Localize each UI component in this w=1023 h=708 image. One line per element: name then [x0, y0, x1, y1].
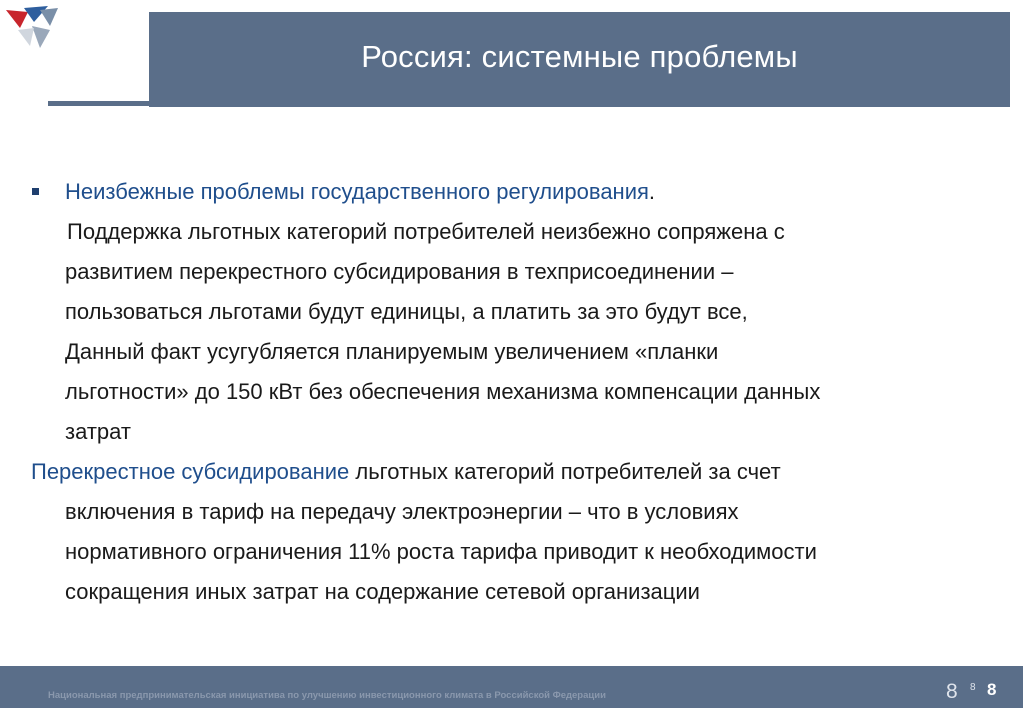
paragraph-line: сокращения иных затрат на содержание сетевой организации [65, 579, 700, 604]
footer-bar [0, 666, 1023, 708]
page-title: Россия: системные проблемы [361, 39, 798, 74]
body-line: Поддержка льготных категорий потребителей неизбежно сопряжена с [67, 219, 785, 244]
page-number-bold: 8 [987, 680, 997, 699]
body-line: Данный факт усугубляется планируемым увеличением «планки [65, 339, 719, 364]
paragraph-line: нормативного ограничения 11% роста тарифа приводит к необходимости [65, 539, 817, 564]
body-line: пользоваться льготами будут единицы, а платить за это будут все, [65, 299, 748, 324]
body-line: льготности» до 150 кВт без обеспечения механизма компенсации данных [65, 379, 821, 404]
cross-subsidy-paragraph [0, 452, 1023, 612]
logo-icon [4, 4, 60, 54]
body-line: развитием перекрестного субсидирования в техприсоединении – [65, 259, 734, 284]
square-bullet-icon [32, 188, 39, 195]
paragraph-line: включения в тариф на передачу электроэнергии – что в условиях [65, 499, 739, 524]
page-number-small: 8 [970, 682, 976, 693]
page-number: 8 [946, 680, 958, 703]
paragraph-line: льготных категорий потребителей за счет [349, 459, 781, 484]
bullet-heading-period: . [648, 179, 656, 204]
header-accent-rule [48, 101, 150, 106]
bullet-body [0, 212, 1023, 452]
body-line: затрат [65, 419, 131, 444]
bullet-heading-text: Неизбежные проблемы государственного регулирования [65, 179, 649, 204]
footer-organization: Национальная предпринимательская инициатива по улучшению инвестиционного климата в Российской Федерации [48, 690, 606, 701]
cross-subsidy-highlight: Перекрестное субсидирование [31, 459, 350, 484]
bullet-heading [0, 172, 1023, 212]
slide-content [0, 172, 1023, 612]
header-bar [149, 12, 1010, 107]
